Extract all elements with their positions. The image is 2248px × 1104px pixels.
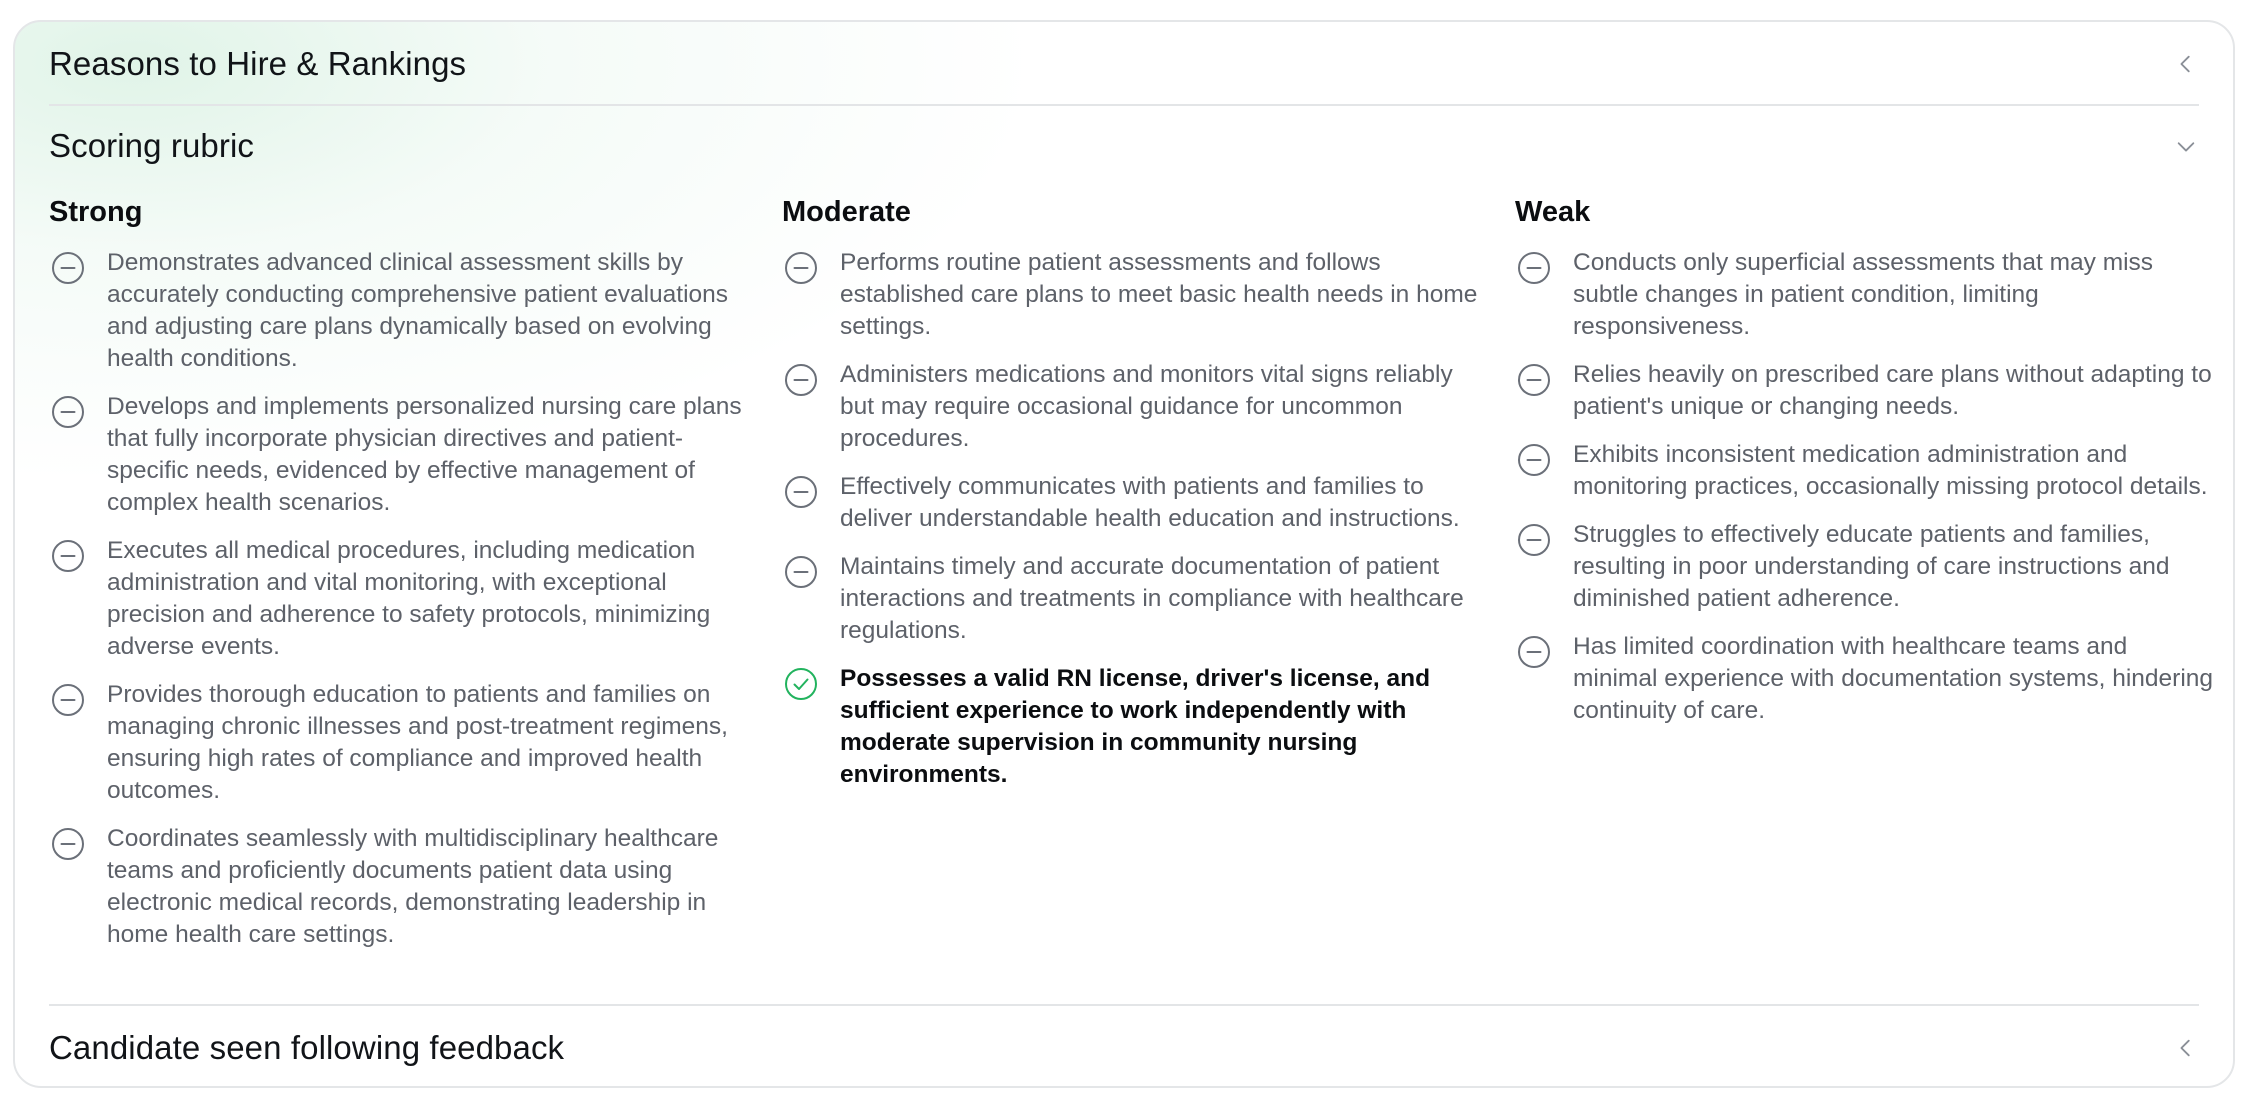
rubric-item-text: Develops and implements personalized nursing care plans that fully incorporate physician directives and patient-specific needs, evidenced by effective management of complex health scenarios. (107, 393, 742, 516)
reasons-section-header[interactable] (49, 44, 2199, 84)
minus-circle-icon (1517, 443, 1551, 477)
rubric-item (49, 247, 749, 375)
rubric-item (49, 823, 749, 951)
minus-circle-icon (784, 251, 818, 285)
rubric-item-text: Maintains timely and accurate documentation of patient interactions and treatments in compliance with healthcare regulations. (840, 553, 1464, 644)
divider (49, 1004, 2199, 1006)
rubric-item-text: Provides thorough education to patients and families on managing chronic illnesses and post-treatment regimens, ensuring high rates of compliance and improved health outcomes. (107, 681, 728, 804)
chevron-left-icon[interactable] (2173, 51, 2199, 77)
minus-circle-icon (51, 539, 85, 573)
rubric-column-strong (49, 196, 749, 967)
rubric-item (782, 247, 1482, 343)
minus-circle-icon (51, 827, 85, 861)
rubric-item-text: Relies heavily on prescribed care plans without adapting to patient's unique or changing needs. (1573, 361, 2212, 420)
rubric-column-weak (1515, 196, 2215, 743)
rubric-item-text: Effectively communicates with patients and families to deliver understandable health education and instructions. (840, 473, 1460, 532)
rubric-item (782, 471, 1482, 535)
rubric-item (1515, 247, 2215, 343)
minus-circle-icon (1517, 635, 1551, 669)
rubric-item-text: Executes all medical procedures, including medication administration and vital monitoring, with exceptional precision and adherence to safety protocols, minimizing adverse events. (107, 537, 711, 660)
rubric-item (49, 391, 749, 519)
rubric-item (49, 679, 749, 807)
rubric-item-text: Possesses a valid RN license, driver's license, and sufficient experience to work independently with moderate supervision in community nursing environments. (840, 665, 1431, 788)
minus-circle-icon (1517, 251, 1551, 285)
reasons-section-title: Reasons to Hire & Rankings (49, 45, 467, 82)
rubric-item-text: Struggles to effectively educate patients and families, resulting in poor understanding of care instructions and diminished patient adherence. (1573, 521, 2170, 612)
rubric-column-moderate (782, 196, 1482, 807)
rubric-item (1515, 519, 2215, 615)
rubric-item (782, 663, 1482, 791)
rubric-card (13, 20, 2235, 1088)
column-title-weak: Weak (1515, 196, 1591, 228)
rubric-item-text: Demonstrates advanced clinical assessment skills by accurately conducting comprehensive patient evaluations and adjusting care plans dynamically based on evolving health conditions. (107, 249, 729, 372)
minus-circle-icon (784, 363, 818, 397)
rubric-item (1515, 631, 2215, 727)
feedback-section-header[interactable] (49, 1028, 2199, 1068)
rubric-item (1515, 439, 2215, 503)
check-circle-icon (784, 667, 818, 701)
rubric-item (1515, 359, 2215, 423)
rubric-item (49, 535, 749, 663)
divider (49, 104, 2199, 106)
minus-circle-icon (51, 683, 85, 717)
minus-circle-icon (784, 475, 818, 509)
rubric-section-header[interactable] (49, 126, 2199, 166)
rubric-item-text: Performs routine patient assessments and follows established care plans to meet basic health needs in home settings. (840, 249, 1478, 340)
feedback-section-title: Candidate seen following feedback (49, 1029, 565, 1066)
rubric-item (782, 359, 1482, 455)
minus-circle-icon (1517, 523, 1551, 557)
column-title-moderate: Moderate (782, 196, 911, 228)
minus-circle-icon (51, 395, 85, 429)
rubric-item-text: Conducts only superficial assessments that may miss subtle changes in patient condition, limiting responsiveness. (1573, 249, 2154, 340)
column-title-strong: Strong (49, 196, 143, 228)
minus-circle-icon (1517, 363, 1551, 397)
chevron-left-icon[interactable] (2173, 1035, 2199, 1061)
rubric-item (782, 551, 1482, 647)
rubric-section-title: Scoring rubric (49, 127, 254, 164)
chevron-down-icon[interactable] (2173, 133, 2199, 159)
rubric-item-text: Administers medications and monitors vital signs reliably but may require occasional guidance for uncommon procedures. (840, 361, 1453, 452)
rubric-item-text: Exhibits inconsistent medication administration and monitoring practices, occasionally missing protocol details. (1573, 441, 2208, 500)
minus-circle-icon (51, 251, 85, 285)
minus-circle-icon (784, 555, 818, 589)
rubric-item-text: Coordinates seamlessly with multidisciplinary healthcare teams and proficiently documents patient data using electronic medical records, demonstrating leadership in home health care settings. (107, 825, 719, 948)
rubric-item-text: Has limited coordination with healthcare teams and minimal experience with documentation systems, hindering continuity of care. (1573, 633, 2214, 724)
